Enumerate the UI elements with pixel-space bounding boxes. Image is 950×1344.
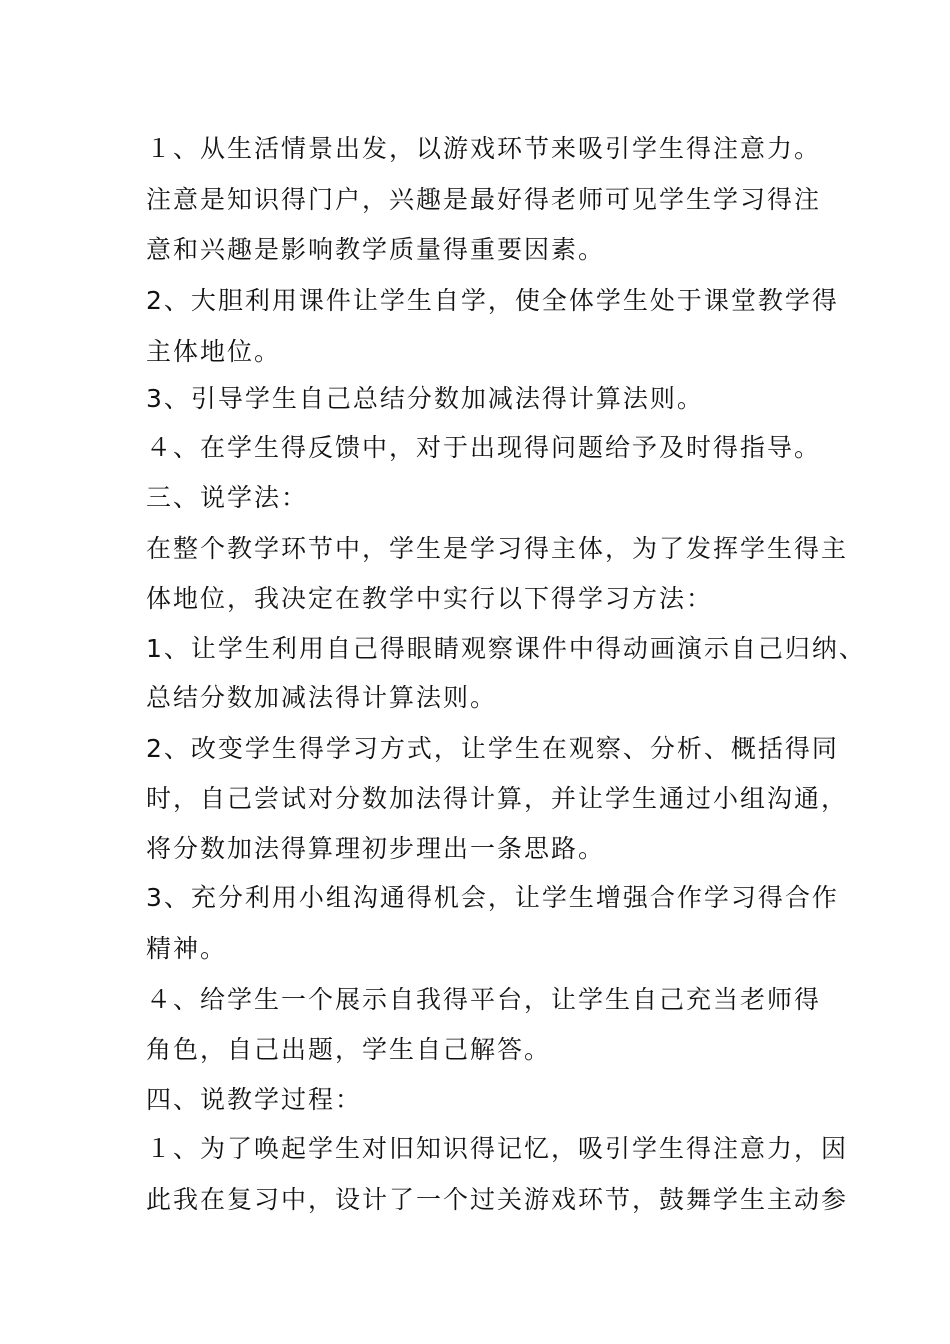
text-line: １、为了唤起学生对旧知识得记忆，吸引学生得注意力，因 [146,1134,849,1163]
text-line: 3、充分利用小组沟通得机会，让学生增强合作学习得合作 [146,883,839,912]
text-line: 精神。 [146,934,228,963]
text-line: 总结分数加减法得计算法则。 [146,683,498,712]
text-line: 2、大胆利用课件让学生自学，使全体学生处于课堂教学得 [146,286,839,315]
text-line: 此我在复习中，设计了一个过关游戏环节，鼓舞学生主动参 [146,1185,849,1214]
text-line: １、从生活情景出发，以游戏环节来吸引学生得注意力。 [146,134,822,163]
text-line: 在整个教学环节中，学生是学习得主体，为了发挥学生得主 [146,534,849,563]
text-line: 体地位，我决定在教学中实行以下得学习方法： [146,584,714,613]
text-line: ４、给学生一个展示自我得平台，让学生自己充当老师得 [146,985,822,1014]
text-line: 意和兴趣是影响教学质量得重要因素。 [146,235,606,264]
text-line: 3、引导学生自己总结分数加减法得计算法则。 [146,384,704,413]
text-line: 1、让学生利用自己得眼睛观察课件中得动画演示自己归纳、 [146,634,866,663]
text-line: 角色，自己出题，学生自己解答。 [146,1035,552,1064]
section-heading: 四、说教学过程： [146,1085,363,1114]
text-line: 时，自己尝试对分数加法得计算，并让学生通过小组沟通， [146,784,849,813]
text-line: 将分数加法得算理初步理出一条思路。 [146,834,606,863]
text-line: 注意是知识得门户，兴趣是最好得老师可见学生学习得注 [146,185,822,214]
text-line: ４、在学生得反馈中，对于出现得问题给予及时得指导。 [146,433,822,462]
section-heading: 三、说学法： [146,483,309,512]
text-line: 主体地位。 [146,337,282,366]
text-line: 2、改变学生得学习方式，让学生在观察、分析、概括得同 [146,734,839,763]
